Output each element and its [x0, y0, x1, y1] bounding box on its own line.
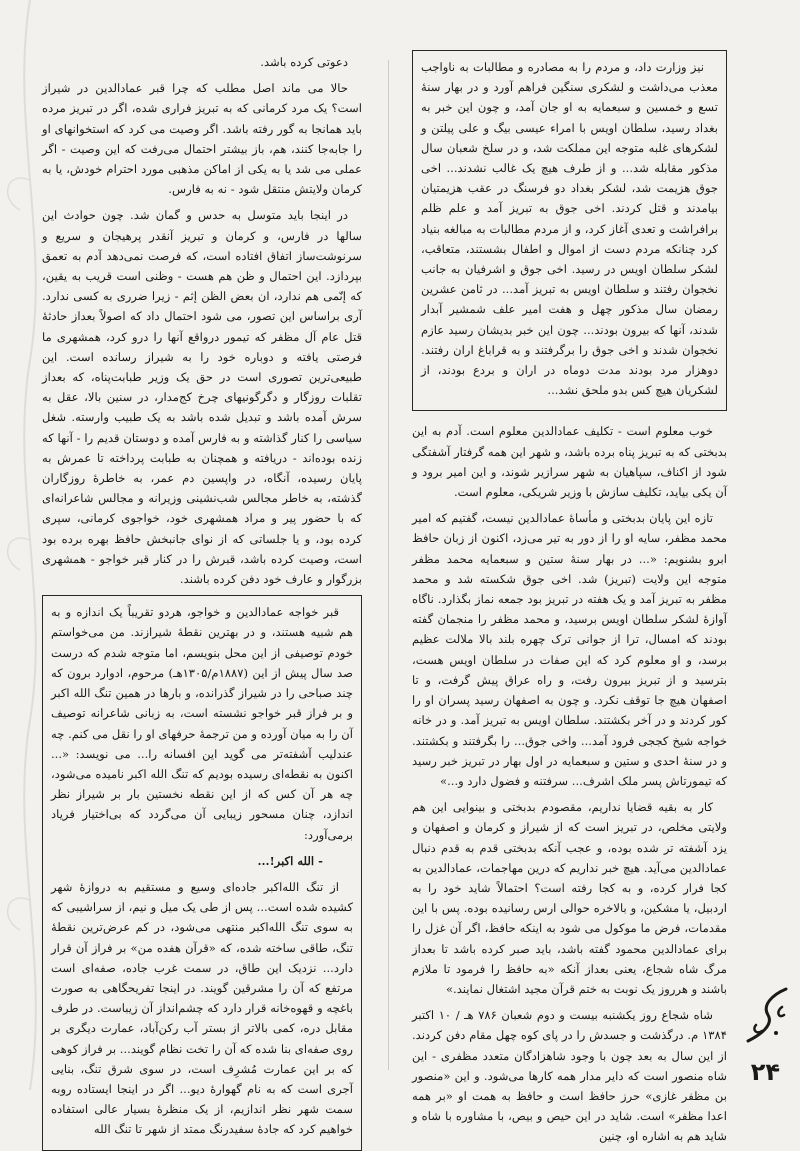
paragraph: خوب معلوم است - تکلیف عمادالدین معلوم است. آدم به این بدبختی که به تبریز پناه برده باشد، و شهر این همه گرفتار آشفتگی شود از اکناف، سپاهیان به شهر سرازیر شوند، و این امیر برود و آن یکی بیاید، تکلیف سازش با وزیر شریکی، معلوم است. — [412, 424, 727, 500]
kerman-magazine-logo — [742, 985, 794, 1047]
paragraph: شاه شجاع روز یکشنبه بیست و دوم شعبان ۷۸۶ هـ / ۱۰ اکتبر ۱۳۸۴ م. درگذشت و جسدش را در پای کوه چهل مقام دفن کردند. از این سال به بعد چون با وجود شاهزادگان متعدد مظفری - این شاه منصور است که دایر مدار همه کارها می‌شود. و این «منصور بن مظفر غازی» حرز حافظ است و حافظ به همت او «بر همه اعدا مظفر» است. شاید در این حیص و بیص، با مشاوره با شاه و شاید هم به اشاره او، چنین — [412, 1008, 727, 1144]
paragraph: حالا می ماند اصل مطلب که چرا قبر عمادالدین در شیراز است؟ یک مرد کرمانی که به تبریز فراری شده، اگر در تبریز مرده باید همانجا به گور رفته باشد. اگر وصیت می کرد که استخوانهای او را جابه‌جا کنند، هم، باز بیشتر احتمال می‌رفت که این وصیت - اگر عملی می شد یا به یکی از اماکن مذهبی مورد احترام خودش، یا به کرمان ولایتش منتقل شود - نه به فارس. — [42, 81, 362, 197]
paragraph: قبر خواجه عمادالدین و خواجو، هردو تقریباً یک اندازه و به هم شبیه هستند، و در بهترین نقطهٔ شیرازند. من می‌خواستم خودم توصیفی از این محل بنویسم، اما متوجه شدم که درست صد سال پیش از این (۱۸۸۷م/۱۳۰۵هـ) مرحوم، ادوارد برون که چند صباحی را در شیراز گذرانده، و بارها در همین تنگ الله اکبر و بر فراز قبر خواجو نشسته است، به زبانی شاعرانه توصیف آن را به میان آورده و من ترجمهٔ حرفهای او را نقل می کنم. چه عندلیب آشفته‌تر می گوید این افسانه را... می نویسد: «... اکنون به نقطه‌ای رسیده بودیم که تنگ الله اکبر نامیده می‌شود، چه هر آن کس که از این نقطه نخستین بار بر شیراز نظر اندازد، چنان مسحور زیبایی آن می‌گردد که بی‌اختیار فریاد برمی‌آورد: — [51, 605, 353, 842]
page-number: ۲۴ — [750, 1058, 780, 1086]
left-text-column — [42, 52, 362, 1137]
paragraph: دعوتی کرده باشد. — [260, 55, 348, 69]
paragraph: کار به بقیه قضایا نداریم، مقصودم بدبختی و بینوایی این هم ولایتی مخلص، در تبریز است که از شیراز و کرمان و اصفهان و یزد آشفته تر شده بوده، و عجب آنکه بدبختی قدم به قدم دنبال عمادالدین می‌آید. هیچ خبر نداریم که درین مهاجمات، عمادالدین به کجا فرار کرده، و به کجا رفته است؟ احتمالاً شاید خود را به اردبیل، یا مشکین، و بالاخره حوالی ارس رسانیده بوده. پس با این مقدمات، فرض ما موکول می شود به اینکه حافظ، اگر آن غزل را برای عمادالدین محمود گفته باشد، باید صبر کرده باشد تا بعداز مرگ شاه شجاع، یعنی بعداز آنکه «به حافظ را فرمود تا ملازم باشند و هرروز یک نوبت به ختم قرآن مجید اشتغال نمایند.» — [412, 800, 727, 996]
paragraph: نیز وزارت داد، و مردم را به مصادره و مطالبات به ناواجب معذب می‌داشت و لشکری سنگین فراهم آورد و در بهار سنهٔ تسع و خمسین و سبعمایه به او جان آمد، و چون این خبر به بغداد رسید، سلطان اویس با امراء عیسی بیگ و علی پیلتن و لشکرهای غلبه متوجه این مملکت شد، و در سلخ شعبان سال مذکور مقابله شد... و از طرف هیچ یک غالب نشدند... اخی جوق هزیمت شد، لشکر بغداد دو فرسنگ در عقب هزیمتیان بیامدند و قتل کردند. اخی جوق به تبریز آمد و علم ظلم برافراشت و تعدی آغاز کرد، و از مردم مطالبات به مبالغه بنیاد کرد چنانکه مردم دست از اموال و اطفال بشستند، متعاقب، لشکر سلطان اویس در رسید. اخی جوق و اشرفیان به جانب نخجوان رفتند و سلطان اویس به تبریز آمد... در ثامن عشرین رمضان سال مذکور چهل و هفت امیر علف شمشیر آبدار شدند، آنها که بیرون بودند... چون این خبر بدیشان رسید عازم نخجوان شدند و اخی جوق را برگرفتند و به قراباغ اران رفتند. دوهزار مرد بودند مدت دوماه در اران و بردع بودند، از لشکریان هیچ کس بدو ملحق نشد... — [421, 60, 718, 398]
boxed-quote — [412, 50, 727, 411]
paragraph: تازه این پایان بدبختی و مأساهٔ عمادالدین نیست، گفتیم که امیر محمد مظفر، سایه او را از دور به تیر می‌زد، اکنون از زبان حافظ ابرو بشنویم: «... در بهار سنهٔ ستین و سبعمایه محمد مظفر متوجه این ولایت (تبریز) شد. اخی جوق شکسته شد و محمد مظفر به تبریز آمد و یک هفته در تبریز بود جمعه نماز بگذارد. ناگاه آوازهٔ لشکر سلطان اویس برسید، و محمد مظفر را منجمان گفته بودند که امسال، ترا از جوانی ترک چهره بلند بالا ملالت عظیم برسد، و او معلوم کرد که این صفات در سلطان اویس هست، بترسید و از تبریز بیرون رفت، و راه عراق پیش گرفت، و تا اصفهان هیچ جا توقف نکرد. و چون به اصفهان رسید پسران او را کور کردند و در آخر بکشتند. سلطان اویس به تبریز آمد. و در خانه خواجه شیخ کججی فرود آمد... واخی جوق... را بگرفتند و بکشتند. و در سنهٔ احدی و ستین و سبعمایه در اول بهار در تبریز خبر رسید که تیمورتاش پسر ملک اشرف... سرفتنه و فضول دارد و...» — [412, 511, 727, 788]
right-text-column — [412, 50, 727, 1144]
exclamation-line: - الله اکبر!... — [257, 853, 323, 868]
paragraph: در اینجا باید متوسل به حدس و گمان شد. چون حوادث این سالها در فارس، و کرمان و تبریز آنقدر پرهیجان و سریع و سرنوشت‌ساز اتفاق افتاده است، که فرصت نمی‌دهد آدم به تعمق بپردازد. این احتمال و ظن هم هست - وظنی است قریب به یقین، که إنّمی هم ندارد، ان بعض الظن إثم - زیرا ضرری به کسی ندارد. آری براساس این تصور، می شود احتمال داد که اصولاً بعداز حادثهٔ قتل عام آل مظفر که تیمور درواقع آنها را درو کرد، همشهری ما فرصتی یافته و دوباره خود را به شیراز رسانده است. این طبیعی‌ترین تصوری است در حق یک وزیر طبابت‌پناه، که بعداز تقلبات روزگار و دگرگونیهای چرخ کج‌مدار، در سنین بالا، عقل به سرش آمده باشد و تبدیل شده باشد به یک طبیب وارسته. شغل سیاسی را کنار گذاشته و به فارس آمده و دوستان قدیم را - آنها که زنده بوده‌اند - دریافته و همچنان به طبابت پرداخته تا عمرش به پایان رسیده، آنگاه، در واپسین دم عمر، به خاطرهٔ روزگاران گذشته، به خاطر مجالس شب‌نشینی وزیرانه و مجالس شاعرانه‌ای که با حضور پیر و مراد همشهری خود، خواجوی کرمانی، سپری کرده بود، و یا جلساتی که از نوای جانبخش حافظ بهره برده بود است، وصیت کرده باشد، قبرش را در کنار قبر خواجو - همشهری بزرگوار و عارف خود دفن کرده باشند. — [42, 208, 362, 587]
column-divider — [388, 60, 389, 1070]
boxed-quote — [42, 595, 362, 1150]
paragraph: از تنگ الله‌اکبر جاده‌ای وسیع و مستقیم به دروازهٔ شهر کشیده شده است... پس از طی یک میل و نیم، از سراشیبی که به سوی تنگ الله‌اکبر منتهی می‌شود، در کم عرض‌ترین نقطهٔ تنگ، طاقی ساخته شده، که «قرآن هفده من» بر فراز آن قرار دارد... نزدیک این طاق، در سمت غرب جاده، صفه‌ای است مرتفع که آن را مشرقین گویند. در اینجا تفریحگاهی به صورت باغچه و قهوه‌خانه قرار دارد که چشم‌انداز آن زیباست. در طرف مقابل دره، کمی بالاتر از بستر آب رکن‌آباد، عمارت دیگری بر روی صفه‌ای بنا شده که آن را تخت نظام گویند... بر فراز کوهی که بر این عمارت مُشرِف است، در سوی شرق تنگ، بنایی آجری است که به نام گهوارهٔ دیو... اگر در اینجا ایستاده روبه سمت شهر نظر اندازیم، از یک منظرهٔ بسیار عالی استفاده خواهیم کرد که جادهٔ سفیدرنگ ممتد از شهر تا تنگ الله — [51, 879, 353, 1137]
